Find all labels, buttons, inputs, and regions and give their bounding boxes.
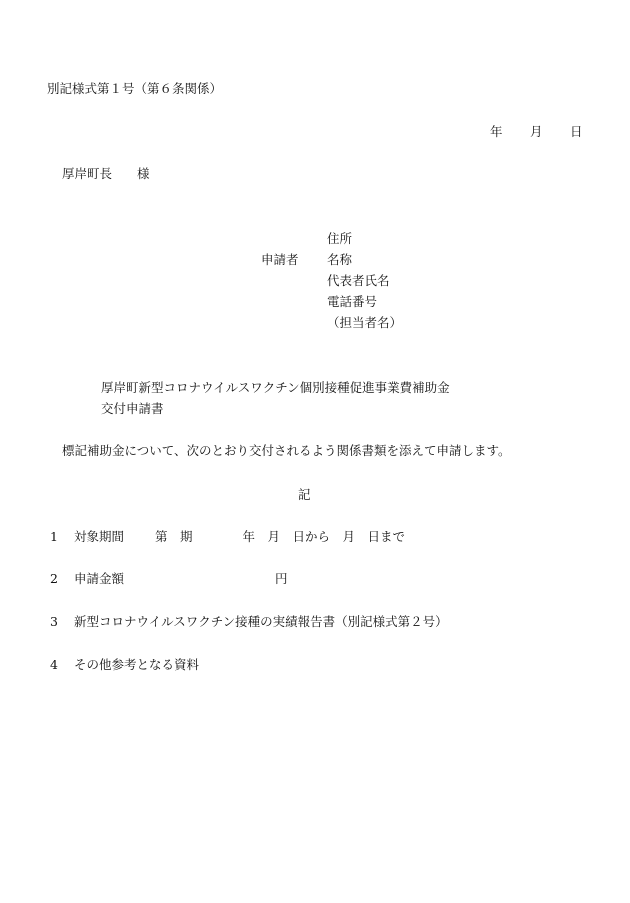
item-number: 2 bbox=[50, 571, 58, 586]
item-number: 4 bbox=[50, 657, 58, 672]
item-number: 1 bbox=[50, 529, 58, 544]
addressee: 厚岸町長 様 bbox=[62, 166, 150, 181]
form-number: 別記様式第１号（第６条関係） bbox=[47, 81, 223, 96]
applicant-label: 申請者 bbox=[261, 252, 299, 267]
applicant-field-name: 名称 bbox=[327, 252, 353, 267]
item-number: 3 bbox=[50, 614, 58, 629]
date-month: 月 bbox=[530, 124, 543, 139]
date-year: 年 bbox=[490, 124, 503, 139]
applicant-field-phone: 電話番号 bbox=[327, 294, 378, 309]
item-detail: 円 bbox=[275, 571, 288, 586]
item-label: 申請金額 bbox=[74, 571, 125, 586]
date-day: 日 bbox=[570, 124, 583, 139]
title-line1: 厚岸町新型コロナウイルスワクチン個別接種促進事業費補助金 bbox=[101, 380, 450, 395]
applicant-field-representative: 代表者氏名 bbox=[327, 273, 390, 288]
item-detail: 第 期 年 月 日から 月 日まで bbox=[155, 529, 406, 544]
applicant-field-address: 住所 bbox=[327, 231, 353, 246]
item-label: 対象期間 bbox=[74, 529, 125, 544]
item-label: 新型コロナウイルスワクチン接種の実績報告書（別記様式第２号） bbox=[74, 614, 448, 629]
title-line2: 交付申請書 bbox=[101, 401, 164, 416]
item-label: その他参考となる資料 bbox=[74, 657, 200, 672]
body-text: 標記補助金について、次のとおり交付されるよう関係書類を添えて申請します。 bbox=[62, 443, 511, 458]
ki-heading: 記 bbox=[298, 487, 311, 502]
applicant-field-contact: （担当者名） bbox=[327, 315, 403, 330]
